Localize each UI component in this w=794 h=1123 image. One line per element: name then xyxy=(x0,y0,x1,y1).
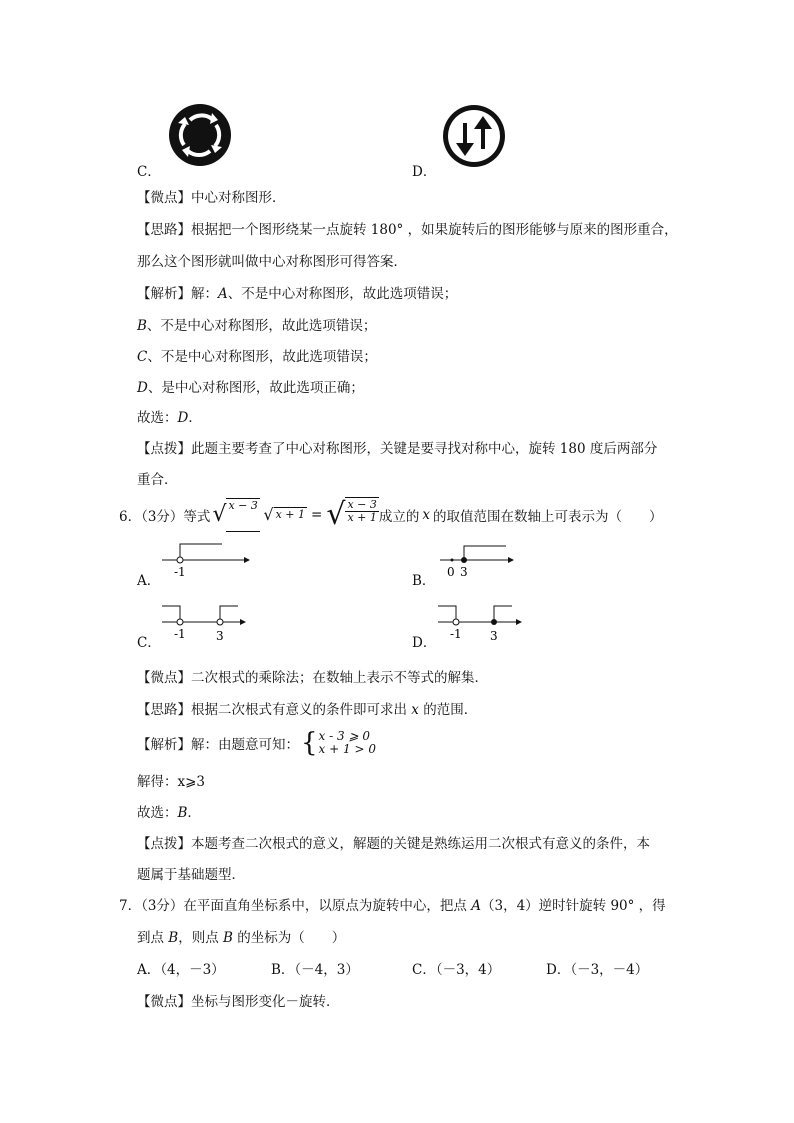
q6-option-a-label: A． xyxy=(137,573,161,589)
q7-option-d: D．（－3，－4） xyxy=(546,962,649,978)
q6-b-tick-0: 0 xyxy=(447,565,455,579)
q5-option-c-analysis: C、不是中心对称图形，故此选项错误； xyxy=(137,349,377,365)
q5-silu-line1: 【思路】根据把一个图形绕某一点旋转 180° ，如果旋转后的图形能够与原来的图形重合， xyxy=(137,222,678,238)
option-c-label: C． xyxy=(137,164,161,180)
q7-stem-line2: 到点 B，则点 B 的坐标为（ ） xyxy=(137,930,346,946)
roundabout-sign-icon xyxy=(168,103,232,167)
q6-option-d-label: D． xyxy=(412,635,437,651)
q7-option-c: C．（－3，4） xyxy=(412,962,501,978)
q7-option-b: B．（－4，3） xyxy=(271,962,359,978)
q6-silu: 【思路】根据二次根式有意义的条件即可求出 x 的范围． xyxy=(137,702,478,718)
system-brace: { xyxy=(301,728,318,758)
q6-answer: 故选：B． xyxy=(137,805,201,821)
q5-dianbo-line1: 【点拨】此题主要考查了中心对称图形，关键是要寻找对称中心，旋转 180 度后两部分 xyxy=(137,441,658,457)
q6-option-c-number-line xyxy=(160,602,250,644)
q6-solve: 解得：x⩾3 xyxy=(137,774,206,790)
inequality-system: x - 3 ⩾ 0 x + 1 > 0 xyxy=(318,729,376,756)
q6-d-tick-3: 3 xyxy=(490,629,498,643)
q6-dianbo-line2: 题属于基础题型． xyxy=(137,867,245,883)
q5-dianbo-line2: 重合． xyxy=(137,472,178,488)
q6-option-a-number-line xyxy=(160,540,250,582)
q6-option-b-number-line xyxy=(438,540,518,582)
q6-jiexi: 【解析】解：由题意可知： { x - 3 ⩾ 0 x + 1 > 0 xyxy=(137,728,376,758)
q7-weidian: 【微点】坐标与图形变化－旋转． xyxy=(137,994,340,1010)
q6-b-tick-3: 3 xyxy=(460,565,468,579)
q6-weidian: 【微点】二次根式的乘除法；在数轴上表示不等式的解集． xyxy=(137,670,488,686)
q5-answer: 故选：D． xyxy=(137,410,202,426)
q5-option-d-analysis: D、是中心对称图形，故此选项正确； xyxy=(137,380,364,396)
q6-stem: 6．（3分）等式 √ x − 3 √ x + 1 = √ $\frac{x - 3}{x + 1}$ 成立的 x 的取值范围在数轴上可表示为（ ） xyxy=(119,497,663,532)
q6-a-tick-label: -1 xyxy=(174,565,186,579)
option-d-label: D． xyxy=(412,164,437,180)
q5-option-b-analysis: B、不是中心对称图形，故此选项错误； xyxy=(137,318,377,334)
q6-option-b-label: B． xyxy=(412,573,436,589)
q5-jiexi: 【解析】解：A、不是中心对称图形，故此选项错误； xyxy=(137,286,458,302)
q5-silu-line2: 那么这个图形就叫做中心对称图形可得答案． xyxy=(137,254,407,270)
q7-option-a: A．（4，－3） xyxy=(137,962,225,978)
q6-option-c-label: C． xyxy=(137,635,161,651)
q6-c-tick-3: 3 xyxy=(216,629,224,643)
q6-c-tick-1: -1 xyxy=(174,627,186,641)
q6-d-tick-1: -1 xyxy=(450,627,462,641)
q6-lhs-fraction: √ x − 3 √ x + 1 xyxy=(212,498,307,532)
q7-stem-line1: 7．（3分）在平面直角坐标系中，以原点为旋转中心，把点 A（3，4）逆时针旋转 90° ，得 xyxy=(119,898,666,914)
q6-option-d-number-line xyxy=(436,602,526,644)
q6-dianbo-line1: 【点拨】本题考查二次根式的意义，解题的关键是熟练运用二次根式有意义的条件，本 xyxy=(137,836,650,852)
q6-rhs-radical: √ $\frac{x - 3}{x + 1}$ xyxy=(326,497,377,532)
two-way-traffic-sign-icon xyxy=(441,103,507,169)
q5-weidian: 【微点】中心对称图形． xyxy=(137,190,286,206)
